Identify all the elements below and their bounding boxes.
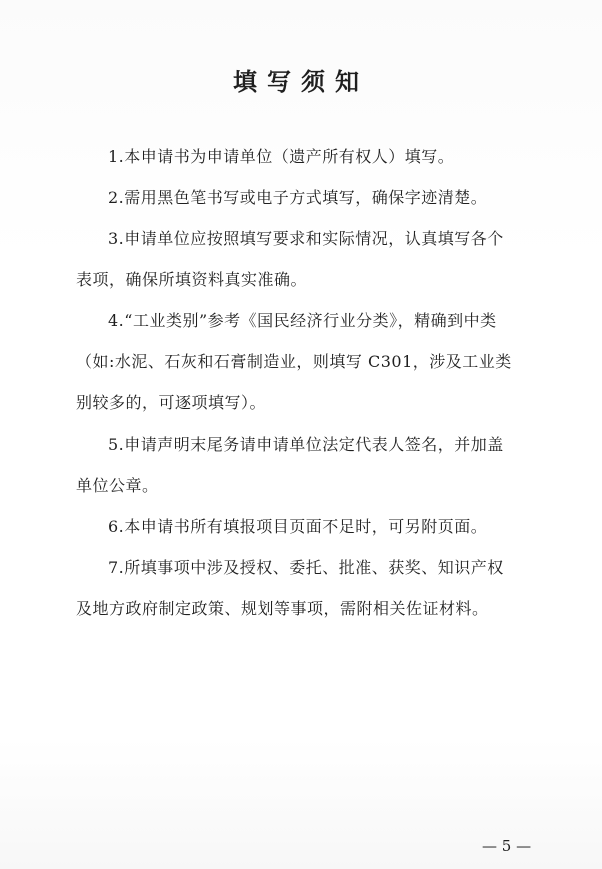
instruction-line: 6.本申请书所有填报项目页面不足时，可另附页面。	[108, 517, 488, 536]
instruction-line: 5.申请声明末尾务请申请单位法定代表人签名，并加盖	[108, 435, 504, 454]
instruction-line: （如:水泥、石灰和石膏制造业，则填写 C301，涉及工业类	[76, 352, 512, 371]
instruction-line: 4.“工业类别”参考《国民经济行业分类》，精确到中类	[108, 311, 497, 330]
instruction-line: 别较多的，可逐项填写）。	[76, 393, 267, 412]
instruction-item-7	[76, 547, 558, 629]
instruction-line: 表项，确保所填资料真实准确。	[76, 270, 308, 289]
page-number: — 5 —	[482, 837, 532, 855]
instruction-item-3	[76, 218, 558, 300]
instruction-item-6	[76, 506, 558, 547]
page-title: 填写须知	[233, 68, 369, 96]
instruction-line: 及地方政府制定政策、规划等事项，需附相关佐证材料。	[76, 599, 489, 618]
instruction-item-1	[76, 136, 558, 177]
instruction-item-4	[76, 300, 558, 423]
instruction-item-2	[76, 177, 558, 218]
instruction-line: 1.本申请书为申请单位（遗产所有权人）填写。	[108, 147, 455, 166]
instruction-line: 7.所填事项中涉及授权、委托、批准、获奖、知识产权	[108, 558, 504, 577]
instruction-line: 3.申请单位应按照填写要求和实际情况，认真填写各个	[108, 229, 504, 248]
instruction-item-5	[76, 424, 558, 506]
instruction-line: 2.需用黑色笔书写或电子方式填写，确保字迹清楚。	[108, 188, 488, 207]
instruction-line: 单位公章。	[76, 476, 159, 495]
